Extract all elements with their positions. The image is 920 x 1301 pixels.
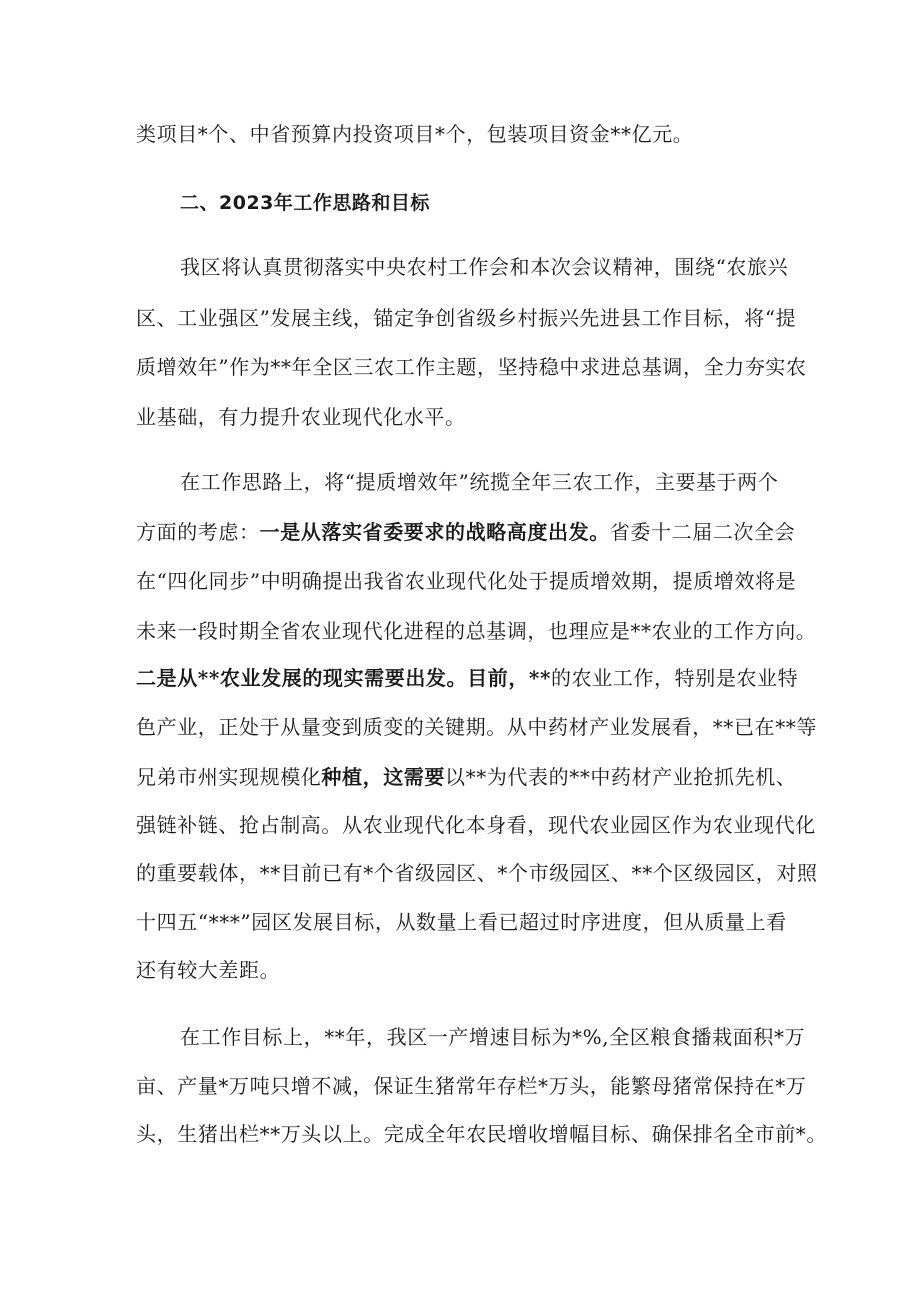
paragraph-line: 区、工业强区”发展主线，锚定争创省级乡村振兴先进县工作目标，将“提 <box>136 306 797 330</box>
text-segment: 以**为代表的**中药材产业抢抓先机、 <box>445 765 797 789</box>
text-segment: 省委十二届二次全会 <box>609 520 796 544</box>
bold-emphasis: 一是从落实省委要求的战略高度出发。 <box>259 520 610 544</box>
paragraph-line <box>136 520 795 544</box>
paragraph-line: 亩、产量*万吨只增不减，保证生猪常年存栏*万头，能繁母猪常保持在*万 <box>136 1074 807 1098</box>
text-segment: 方面的考虑： <box>136 520 260 544</box>
text-segment: 的农业工作，特别是农业特 <box>551 666 799 690</box>
paragraph-line: 在工作目标上，**年，我区一产增速目标为*%,全区粮食播栽面积*万 <box>180 1025 806 1049</box>
text-segment: 兄弟市州实现规模化 <box>136 765 322 789</box>
paragraph-line <box>136 765 796 789</box>
paragraph-line: 未来一段时期全省农业现代化进程的总基调，也理应是**农业的工作方向。 <box>136 619 817 643</box>
paragraph-line: 在“四化同步”中明确提出我省农业现代化处于提质增效期，提质增效将是 <box>136 569 797 593</box>
paragraph-line: 色产业，正处于从量变到质变的关键期。从中药材产业发展看，**已在**等 <box>136 715 817 739</box>
paragraph-line: 的重要载体，**目前已有*个省级园区、*个市级园区、**个区级园区，对照 <box>136 861 818 885</box>
paragraph-line: 强链补链、抢占制高。从农业现代化本身看，现代农业园区作为农业现代化 <box>136 813 816 837</box>
paragraph-line: 还有较大差距。 <box>136 958 281 982</box>
bold-emphasis: 二是从**农业发展的现实需要出发。目前，** <box>136 666 552 690</box>
bold-emphasis: 种植，这需要 <box>321 765 446 789</box>
paragraph-line: 业基础，有力提升农业现代化水平。 <box>136 405 466 429</box>
paragraph-line: 在工作思路上，将“提质增效年”统揽全年三农工作，主要基于两个 <box>180 470 779 494</box>
paragraph-line: 质增效年”作为**年全区三农工作主题，坚持稳中求进总基调，全力夯实农 <box>136 355 807 379</box>
paragraph-line <box>136 666 798 690</box>
section-heading: 二、2023年工作思路和目标 <box>180 192 430 214</box>
paragraph-line: 我区将认真贯彻落实中央农村工作会和本次会议精神，围绕“农旅兴 <box>180 255 789 279</box>
paragraph-line: 头，生猪出栏**万头以上。完成全年农民增收增幅目标、确保排名全市前*。 <box>136 1122 827 1146</box>
paragraph-line: 十四五“***”园区发展目标，从数量上看已超过时序进度，但从质量上看 <box>136 910 787 934</box>
intro-line: 类项目*个、中省预算内投资项目*个，包装项目资金**亿元。 <box>136 122 694 146</box>
